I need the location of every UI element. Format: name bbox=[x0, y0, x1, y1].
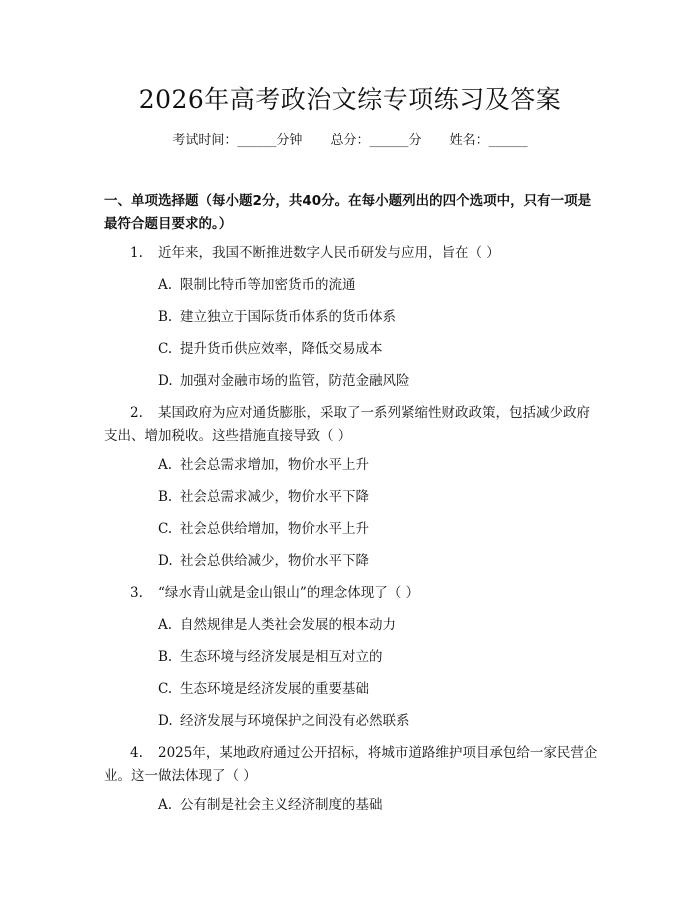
exam-info-line bbox=[0, 132, 700, 150]
student-name-field: 姓名：______ bbox=[449, 133, 528, 148]
option-item bbox=[158, 646, 598, 669]
option-text: 社会总需求减少，物价水平下降 bbox=[180, 489, 369, 505]
option-item bbox=[158, 486, 598, 509]
option-letter: C. bbox=[158, 681, 173, 697]
question-stem bbox=[104, 402, 602, 448]
option-text: 经济发展与环境保护之间没有必然联系 bbox=[180, 713, 410, 729]
option-item bbox=[158, 678, 598, 701]
option-item bbox=[158, 614, 598, 637]
option-letter: B. bbox=[158, 309, 173, 325]
question-stem bbox=[104, 242, 602, 265]
option-item bbox=[158, 518, 598, 541]
option-text: 生态环境与经济发展是相互对立的 bbox=[180, 649, 383, 665]
option-item bbox=[158, 550, 598, 573]
question-stem bbox=[104, 582, 602, 605]
option-letter: D. bbox=[158, 373, 173, 389]
question-stem bbox=[104, 742, 602, 788]
option-letter: A. bbox=[158, 797, 173, 813]
option-text: 公有制是社会主义经济制度的基础 bbox=[180, 797, 383, 813]
exam-time-field: 考试时间：______分钟 bbox=[172, 133, 303, 148]
option-letter: A. bbox=[158, 617, 173, 633]
section-heading: 一、单项选择题（每小题2分，共40分。在每小题列出的四个选项中，只有一项是最符合题目要求的。） bbox=[104, 193, 592, 232]
option-text: 社会总供给减少，物价水平下降 bbox=[180, 553, 369, 569]
option-letter: A. bbox=[158, 457, 173, 473]
option-item bbox=[158, 274, 598, 297]
option-text: 自然规律是人类社会发展的根本动力 bbox=[180, 617, 396, 633]
option-letter: A. bbox=[158, 277, 173, 293]
option-text: 加强对金融市场的监管，防范金融风险 bbox=[180, 373, 410, 389]
option-letter: B. bbox=[158, 649, 173, 665]
option-letter: D. bbox=[158, 713, 173, 729]
option-letter: B. bbox=[158, 489, 173, 505]
question-number: 1. bbox=[130, 245, 143, 261]
question-number: 4. bbox=[130, 745, 143, 761]
option-letter: C. bbox=[158, 341, 173, 357]
option-item bbox=[158, 338, 598, 361]
option-text: 建立独立于国际货币体系的货币体系 bbox=[180, 309, 396, 325]
question-text: “绿水青山就是金山银山”的理念体现了（ ） bbox=[158, 585, 420, 601]
option-item bbox=[158, 370, 598, 393]
option-item bbox=[158, 306, 598, 329]
total-score-field: 总分：______分 bbox=[330, 133, 422, 148]
option-text: 社会总供给增加，物价水平上升 bbox=[180, 521, 369, 537]
option-text: 提升货币供应效率，降低交易成本 bbox=[180, 341, 383, 357]
option-item bbox=[158, 794, 598, 817]
option-text: 限制比特币等加密货币的流通 bbox=[180, 277, 356, 293]
option-letter: D. bbox=[158, 553, 173, 569]
page-title: 2026年高考政治文综专项练习及答案 bbox=[138, 85, 562, 114]
option-item bbox=[158, 454, 598, 477]
option-text: 生态环境是经济发展的重要基础 bbox=[180, 681, 369, 697]
option-text: 社会总需求增加，物价水平上升 bbox=[180, 457, 369, 473]
question-text: 2025年，某地政府通过公开招标，将城市道路维护项目承包给一家民营企业。这一做法体现了（ ） bbox=[104, 745, 598, 784]
question-number: 3. bbox=[130, 585, 143, 601]
option-letter: C. bbox=[158, 521, 173, 537]
question-text: 近年来，我国不断推进数字人民币研发与应用，旨在（ ） bbox=[158, 245, 500, 261]
question-number: 2. bbox=[130, 405, 143, 421]
question-text: 某国政府为应对通货膨胀，采取了一系列紧缩性财政政策，包括减少政府支出、增加税收。这些措施直接导致（ ） bbox=[104, 405, 590, 444]
option-item bbox=[158, 710, 598, 733]
